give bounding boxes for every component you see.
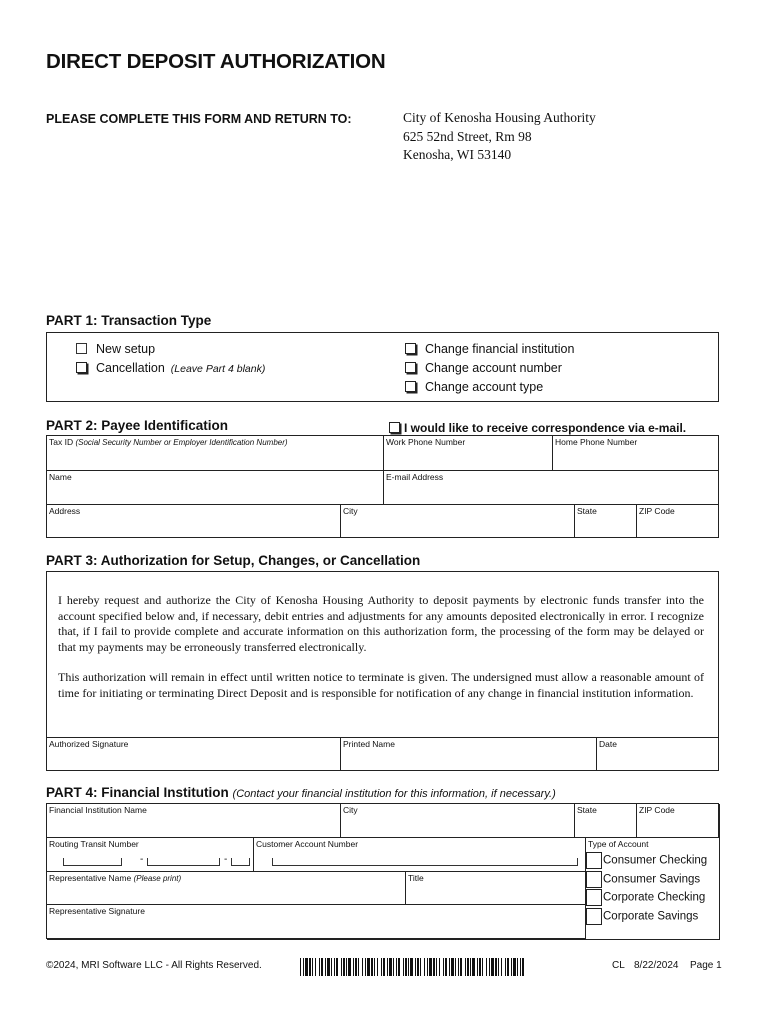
account-type-consumer-savings[interactable]: Consumer Savings	[586, 871, 700, 888]
address-line-2: 625 52nd Street, Rm 98	[403, 128, 532, 144]
routing-number-field[interactable]: Routing Transit Number - -	[47, 838, 254, 872]
change-account-type-checkbox[interactable]	[405, 381, 416, 392]
option-change-account-type[interactable]: Change account type	[405, 380, 543, 394]
page-number: Page 1	[690, 960, 722, 971]
institution-city-field[interactable]: City	[341, 804, 575, 838]
routing-digit-boxes	[63, 858, 122, 866]
printed-name-field[interactable]: Printed Name	[341, 738, 597, 771]
address-line-1: City of Kenosha Housing Authority	[403, 110, 596, 125]
tax-id-field[interactable]: Tax ID (Social Security Number or Employer Identification Number)	[47, 436, 384, 471]
authorization-paragraph-1: I hereby request and authorize the City of Kenosha Housing Authority to deposit payments by electronic funds transfer into the account specified below and, if necessary, debit entries and adjustments for any amounts deposited electronically in error. I recognize that, if I fail to provide complete and accurate information on this authorization form, the processing of the form may be delayed or that my payments may be erroneously transferred electronically.	[58, 593, 704, 654]
form-title: DIRECT DEPOSIT AUTHORIZATION	[46, 50, 386, 73]
part2-heading: PART 2: Payee Identification	[46, 418, 229, 433]
work-phone-field[interactable]: Work Phone Number	[384, 436, 553, 471]
copyright-text: ©2024, MRI Software LLC - All Rights Reserved.	[46, 960, 262, 971]
account-type-field: Type of Account	[588, 839, 649, 849]
email-field[interactable]: E-mail Address	[384, 471, 719, 505]
part1-heading: PART 1: Transaction Type	[46, 313, 212, 328]
return-address	[403, 109, 596, 165]
cancellation-checkbox[interactable]	[76, 362, 87, 373]
part4-heading: PART 4: Financial Institution (Contact your financial institution for this information, if necessary.)	[46, 785, 556, 800]
account-type-consumer-checking[interactable]: Consumer Checking	[586, 852, 707, 869]
new-setup-checkbox[interactable]	[76, 343, 87, 354]
email-correspondence-checkbox[interactable]	[389, 422, 400, 433]
zip-field[interactable]: ZIP Code	[637, 505, 719, 538]
return-label: PLEASE COMPLETE THIS FORM AND RETURN TO:	[46, 112, 352, 126]
routing-separator-2: -	[224, 854, 228, 865]
option-change-institution[interactable]: Change financial institution	[405, 342, 574, 356]
city-field[interactable]: City	[341, 505, 575, 538]
part3-box	[46, 571, 719, 771]
part3-heading: PART 3: Authorization for Setup, Changes, or Cancellation	[46, 553, 421, 568]
routing-digit-boxes-2	[147, 858, 220, 866]
routing-separator-1: -	[140, 854, 144, 865]
barcode-image	[300, 958, 530, 976]
account-number-field[interactable]: Customer Account Number	[254, 838, 586, 872]
representative-signature-field[interactable]: Representative Signature	[47, 905, 586, 939]
corporate-savings-checkbox[interactable]	[586, 908, 602, 925]
option-change-account-number[interactable]: Change account number	[405, 361, 562, 375]
authorized-signature-field[interactable]: Authorized Signature	[47, 738, 341, 771]
signature-row	[47, 737, 718, 770]
institution-state-field[interactable]: State	[575, 804, 637, 838]
home-phone-field[interactable]: Home Phone Number	[553, 436, 719, 471]
payee-grid	[46, 435, 719, 538]
corporate-checking-checkbox[interactable]	[586, 889, 602, 906]
institution-zip-field[interactable]: ZIP Code	[637, 804, 719, 838]
part4-heading-note: (Contact your financial institution for this information, if necessary.)	[232, 788, 556, 800]
account-digit-boxes	[272, 858, 578, 866]
representative-name-field[interactable]: Representative Name (Please print)	[47, 872, 406, 905]
email-correspondence-option[interactable]: I would like to receive correspondence via e-mail.	[389, 421, 686, 435]
change-account-number-checkbox[interactable]	[405, 362, 416, 373]
option-cancellation[interactable]: Cancellation (Leave Part 4 blank)	[76, 361, 265, 375]
consumer-savings-checkbox[interactable]	[586, 871, 602, 888]
address-field[interactable]: Address	[47, 505, 341, 538]
representative-title-field[interactable]: Title	[406, 872, 586, 905]
account-type-corporate-checking[interactable]: Corporate Checking	[586, 889, 705, 906]
address-line-3: Kenosha, WI 53140	[403, 147, 512, 162]
institution-name-field[interactable]: Financial Institution Name	[47, 804, 341, 838]
routing-digit-boxes-3	[231, 858, 250, 866]
account-type-corporate-savings[interactable]: Corporate Savings	[586, 908, 698, 925]
cancellation-note: (Leave Part 4 blank)	[170, 363, 266, 375]
date-field[interactable]: Date	[599, 739, 617, 749]
consumer-checking-checkbox[interactable]	[586, 852, 602, 869]
name-field[interactable]: Name	[47, 471, 384, 505]
state-field[interactable]: State	[575, 505, 637, 538]
option-new-setup[interactable]: New setup	[76, 342, 155, 356]
part1-box	[46, 332, 719, 402]
form-code: CL	[612, 960, 625, 971]
change-institution-checkbox[interactable]	[405, 343, 416, 354]
form-date: 8/22/2024	[634, 960, 679, 971]
authorization-paragraph-2: This authorization will remain in effect until written notice to terminate is given. The undersigned must allow a reasonable amount of time for initiating or terminating Direct Deposit and is responsible for notification of any change in financial institution information.	[58, 670, 704, 700]
